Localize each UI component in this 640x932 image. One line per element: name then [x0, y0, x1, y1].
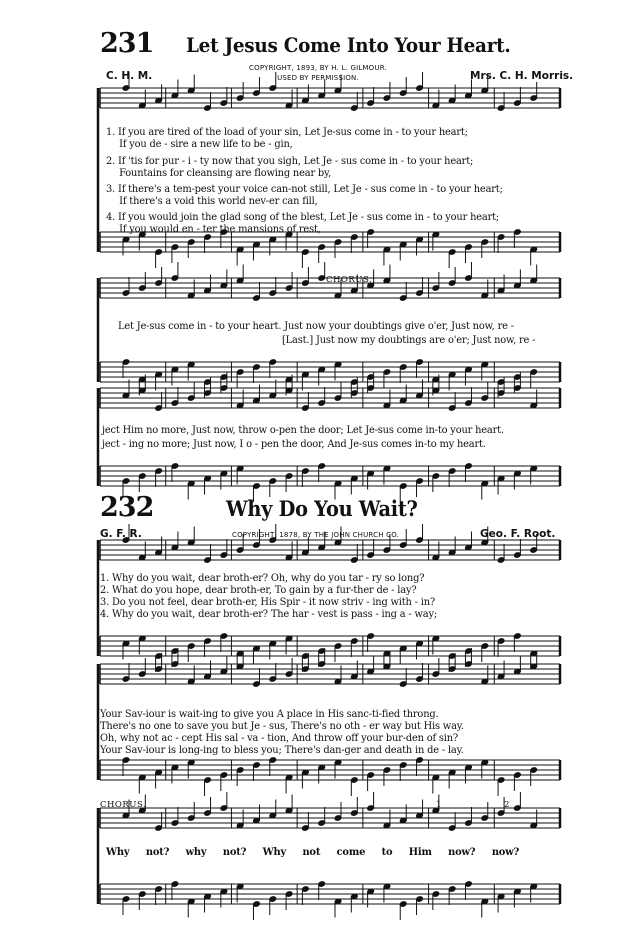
hymn-title: Why Do You Wait? [226, 496, 418, 521]
lyricist-credit: C. H. M. [106, 70, 153, 82]
verse-line-b: If you would en - ter the mansions of rest, [119, 223, 321, 235]
verse-line-a: If there's a tem-pest your voice can-not still, Let Je - sus come in - to your heart; [117, 183, 503, 195]
verse-line-b: If you de - sire a new life to be - gin, [119, 138, 293, 150]
verse-1 [106, 126, 468, 150]
verse-line: Your Sav-iour is wait-ing to give you A place in His sanc-ti-fied throng. [100, 708, 439, 720]
verse-line-a: If you are tired of the load of your sin, Let Je-sus come in - to your heart; [117, 126, 468, 138]
verse-number: 2. [106, 155, 116, 167]
verses-block-a [100, 572, 437, 620]
verse-line: 2. What do you hope, dear broth-er, To gain by a fur-ther de - lay? [100, 584, 417, 596]
second-ending-number: 2 [504, 800, 510, 810]
verse-line-a: If 'tis for pur - i - ty now that you sigh, Let Je - sus come in - to your heart; [117, 155, 474, 167]
hymn-title: Let Jesus Come Into Your Heart. [186, 33, 511, 57]
verse-line-b: If there's a void this world nev-er can fill, [119, 195, 318, 207]
verse-line: There's no one to save you but Je - sus, There's no oth - er way but His way. [100, 720, 464, 732]
composer-credit: Mrs. C. H. Morris. [470, 70, 574, 82]
verse-2 [106, 155, 473, 179]
copyright-notice [244, 63, 392, 83]
chorus-words: Why not? why not? Why not come to Him now? now? [106, 846, 520, 858]
first-ending-number: 1 [436, 800, 442, 810]
copyright-notice: COPYRIGHT, 1878, BY THE JOHN CHURCH CO. [232, 531, 400, 539]
chorus-line-4: ject - ing no more; Just now, I o - pen the door, And Je-sus comes in-to my heart. [102, 438, 486, 450]
copyright-line: COPYRIGHT, 1893, BY H. L. GILMOUR. [249, 64, 387, 72]
chorus-line-1: Let Je-sus come in - to your heart. Just now your doubtings give o'er, Just now, re - [118, 320, 514, 332]
chorus-line-3: ject Him no more, Just now, throw o-pen the door; Let Je-sus come in-to your heart. [102, 424, 504, 436]
verse-4 [106, 211, 499, 235]
hymn-number: 231 [100, 28, 154, 59]
chorus-label: CHORUS. [100, 800, 147, 810]
chorus-label: CHORUS. [326, 275, 373, 285]
verse-line-b: Fountains for cleansing are flowing near by, [119, 167, 332, 179]
verse-line-a: If you would join the glad song of the blest, Let Je - sus come in - to your heart; [117, 211, 500, 223]
verse-3 [106, 183, 503, 207]
verses-block-b [100, 708, 464, 756]
composer-credit: Geo. F. Root. [480, 528, 556, 540]
verse-number: 1. [106, 126, 116, 138]
verse-line: 4. Why do you wait, dear broth-er? The har - vest is pass - ing a - way; [100, 608, 437, 620]
verse-line: 1. Why do you wait, dear broth-er? Oh, why do you tar - ry so long? [100, 572, 425, 584]
verse-number: 3. [106, 183, 116, 195]
verse-line: 3. Do you not feel, dear broth-er, His Spir - it now striv - ing with - in? [100, 596, 436, 608]
verse-line: Oh, why not ac - cept His sal - va - tion, And throw off your bur-den of sin? [100, 732, 459, 744]
lyricist-credit: G. F. R. [100, 528, 142, 540]
hymn-number: 232 [100, 492, 154, 523]
chorus-line-2: [Last.] Just now my doubtings are o'er; Just now, re - [282, 334, 536, 346]
verse-number: 4. [106, 211, 116, 223]
permission-line: USED BY PERMISSION. [277, 74, 359, 82]
verse-line: Your Sav-iour is long-ing to bless you; There's dan-ger and death in de - lay. [100, 744, 464, 756]
